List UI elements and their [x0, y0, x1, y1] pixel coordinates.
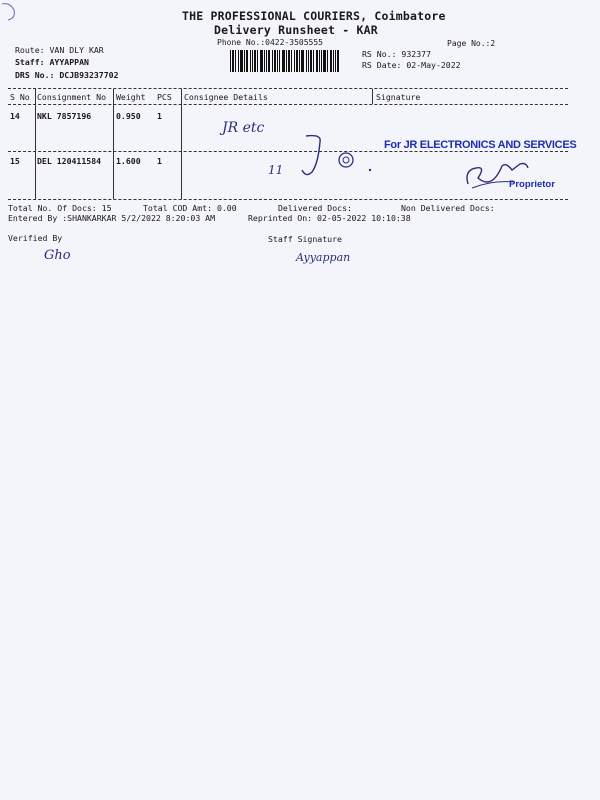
verified-by-label: Verified By [8, 233, 63, 243]
row-sno: 15 [10, 156, 20, 166]
non-delivered-docs: Non Delivered Docs: [401, 203, 495, 213]
column-divider [113, 89, 114, 199]
barcode [230, 50, 340, 72]
row-sno: 14 [10, 111, 20, 121]
column-divider [181, 89, 182, 199]
verified-signature: Gho [44, 248, 71, 263]
column-divider [35, 89, 36, 199]
row-pcs: 1 [157, 111, 162, 121]
rs-date: RS Date: 02-May-2022 [362, 60, 461, 70]
header-consignee: Consignee Details [184, 92, 268, 102]
handwritten-mark [300, 132, 380, 180]
table-header-rule [8, 104, 568, 105]
header-signature: Signature [376, 92, 421, 102]
delivered-docs: Delivered Docs: [278, 203, 352, 213]
company-name: THE PROFESSIONAL COURIERS, Coimbatore [182, 9, 446, 23]
consignee-handwriting: JR etc [222, 120, 265, 136]
header-sno: S No [10, 92, 30, 102]
row-pcs: 1 [157, 156, 162, 166]
staff-signature-label: Staff Signature [268, 234, 342, 244]
row-consignment: DEL 120411584 [37, 156, 102, 166]
row-consignment: NKL 7857196 [37, 111, 92, 121]
page-number: Page No.:2 [447, 39, 496, 48]
table-row-rule [8, 151, 568, 152]
document-title: Delivery Runsheet - KAR [214, 23, 378, 37]
row-weight: 1.600 [116, 156, 141, 166]
consignee-handwriting: 11 [268, 163, 284, 177]
row-weight: 0.950 [116, 111, 141, 121]
phone-number: Phone No.:0422-3505555 [217, 38, 323, 47]
header-consignment: Consignment No [37, 92, 107, 102]
reprinted-on: Reprinted On: 02-05-2022 10:10:38 [248, 213, 411, 223]
corner-mark [0, 0, 40, 30]
table-top-rule [8, 88, 568, 89]
entered-by: Entered By :SHANKARKAR 5/2/2022 8:20:03 AM [8, 213, 216, 223]
stamp-role: Proprietor [509, 179, 555, 190]
total-cod: Total COD Amt: 0.00 [143, 203, 237, 213]
column-divider [372, 89, 373, 104]
company-stamp: For JR ELECTRONICS AND SERVICES [384, 139, 577, 151]
staff-label: Staff: AYYAPPAN [15, 57, 89, 67]
route-label: Route: VAN DLY KAR [15, 45, 104, 55]
drs-number: DRS No.: DCJB93237702 [15, 70, 119, 80]
total-docs: Total No. Of Docs: 15 [8, 203, 112, 213]
rs-number: RS No.: 932377 [362, 49, 432, 59]
header-weight: Weight [116, 92, 146, 102]
staff-signature: Ayyappan [296, 251, 351, 264]
header-pcs: PCS [157, 92, 172, 102]
table-bottom-rule [8, 199, 568, 200]
